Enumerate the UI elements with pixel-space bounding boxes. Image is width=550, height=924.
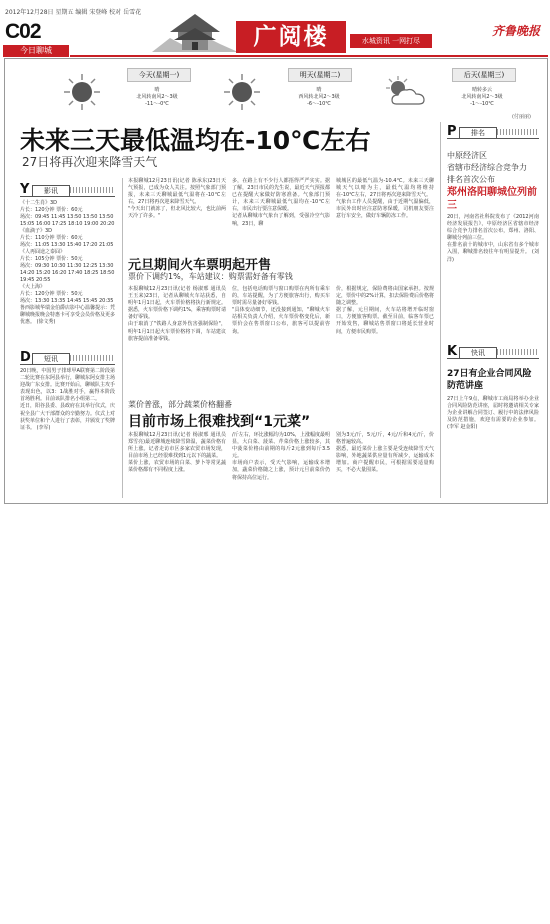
- column-divider: [440, 122, 441, 498]
- column-subtitle: 水城资讯 一网打尽: [350, 34, 432, 48]
- sun-icon: [222, 72, 262, 112]
- flash-label: 快讯: [459, 347, 497, 359]
- header-pattern: [497, 129, 539, 135]
- weather-day-1: [112, 87, 202, 108]
- train-article-col-1: 本报聊城12月23日讯(记者 杨淑邢 通讯员 王玉来)23日，记者从聊城火车站获悉，自明年1月1日起，火车票价格将执行新规定。据悉，火车票价格下调约1%，乘客购票时请备好零钱。 由于取消了"铁路人身意外伤害强制保险"，明年1月1日起火车票价格将下调，车站建议旅客提前准备零钱。: [128, 286, 226, 342]
- ranking-title: 郑州洛阳聊城位列前三: [447, 187, 537, 211]
- issue-date-line: 2012年12月28日 星期五 编辑 宋登峰 校对 岳雪花: [5, 9, 142, 16]
- pagoda-illustration: [150, 8, 240, 54]
- weather-day-1-label: 今天(星期一): [127, 68, 191, 82]
- vegetable-article-col-2: /斤左右，环比涨幅均为10%，上涨幅度最明显，大白菜、菠菜、芹菜价格上涨较多，其中菠菜价格由前期的每斤2元涨到每斤3.5元。 市场商户表示，受天气影响，运输成本增加，蔬菜价格随之上涨，预计元旦前菜价仍将保持高位运行。: [232, 432, 330, 481]
- weather-day-2-label: 明天(星期二): [288, 68, 352, 82]
- ranking-deck-3: 排名首次公布: [447, 175, 495, 184]
- weather-condition: 晴转多云: [471, 87, 492, 93]
- train-article-col-3: 价，根据规定，保险费将由国家承担。按规定，票价中的2%计算，扣去保险费后价格将随之调整。 据了解，元旦期间，火车站将增开临时窗口，方便旅客购票。截至目前，临客车票已开始发售，聊城站售票窗口将延长营业时间，方便市民购票。: [336, 286, 434, 335]
- header-pattern: [70, 187, 115, 193]
- film-box-header: [20, 183, 115, 197]
- flash-letter: K: [447, 344, 458, 359]
- vegetable-article-col-3: 别为3元/斤，5元/斤，4元/斤和4元/斤，价格普遍较高。 据悉，最近菜价上涨主要是受连续降雪天气影响，外地蔬菜供应量有所减少，运输成本增加。商户提醒市民，可根据需要适量购买，不必大量囤菜。: [336, 432, 434, 474]
- weather-wind: 北风转南风2～3级: [136, 94, 178, 100]
- weather-condition: 晴: [316, 87, 322, 93]
- flash-article-text: 27日上午9点，聊城市工商局将举办企业合同风险防范讲座，届时将邀请相关专家为企业讲解合同签订、履行中的法律风险及防范措施，欢迎有需要的企业参加。 (李军 赵金阳): [447, 396, 541, 431]
- weather-temp: -11～-0℃: [145, 101, 169, 107]
- vegetable-article-title: 目前市场上很难找到“1元菜”: [128, 414, 311, 430]
- weather-day-2: [274, 87, 364, 108]
- news-letter: D: [20, 350, 31, 365]
- sun-icon: [62, 72, 102, 112]
- weather-day-3-label: 后天(星期三): [452, 68, 516, 82]
- ranking-label: 排名: [459, 127, 497, 139]
- section-tag: 今日聊城: [3, 45, 69, 57]
- news-label: 短讯: [32, 353, 70, 365]
- film-label: 影讯: [32, 185, 70, 197]
- train-article-col-2: 位，包括电话购票与窗口购票在内所有乘车的，车站提醒，为了方便旅客出行，购买车票时需尽量备好零钱。 "具体变动细节，还没接到通知，"聊城火车站相关负责人介绍，火车票价格变化后，新票价会在售票窗口公布，旅客可以提前咨询。: [232, 286, 330, 335]
- weather-article-col-1: 本报聊城12月23日讯(记者 陈承东)23日天气预报，已成为众人关注。按照气象部门预报，未来三天聊城最低气温将在-10℃左右，27日将再次迎来降雪天气。 "今天出门就冻了，但北风比较大，也比前两天冷了许多。": [128, 178, 226, 220]
- ranking-deck-2: 省辖市经济综合竞争力: [447, 163, 527, 172]
- train-article-title: 元旦期间火车票明起开售: [128, 258, 272, 273]
- page-headline: 未来三天最低温均在-10℃左右: [20, 126, 371, 155]
- weather-temp: -1～-10℃: [470, 101, 494, 107]
- weather-article-col-3: 城城区的最低气温为-10.4℃。未来三天聊城天气以晴为主，最低气温均将维持在-10℃左右，27日将再次迎来降雪天气。 气象台工作人员提醒，由于近期气温偏低，市民外出时应注意防寒保暖，司机朋友要注意行车安全，做好车辆防冻工作。: [336, 178, 434, 220]
- newspaper-brand: 齐鲁晚报: [492, 24, 541, 38]
- train-article-subtitle: 票价下调约1%，车站建议：购票需好备有零钱: [128, 272, 293, 281]
- sun-cloud-icon: [382, 74, 428, 110]
- ranking-box-header: [447, 125, 539, 139]
- vegetable-article-col-1: 本报聊城12月23日讯(记者 杨淑邢 通讯员 郑雪亮)最近聊城连续降雪降温，蔬菜价格有所上涨。记者走访市区多家农贸市场发现，目前市场上已经很难找到1元以下的蔬菜。 菜价上涨，农贸市场的白菜、萝卜等常见蔬菜价格都有不同程度上涨。: [128, 432, 226, 474]
- film-letter: Y: [20, 182, 30, 197]
- page-subheadline: 27日将再次迎来降雪天气: [22, 155, 158, 169]
- film-listings: 《十二生肖》3D 片长：120分钟 票价：60元 场次：09:45 11:45 13:50 13:50 13:50 15:05 16:00 17:25 18:10 19:00 20:20 《血滴子》3D 片长：110分钟 票价：60元 场次：11:05 13:30 15:40 17:20 21:05 《人再囧途之泰囧》 片长：105分钟 票价：50元 场次：09:30 10:30 11:30 12:25 13:30 14:20 15:20 16:20 17:40 18:25 18:50 19:45 20:55 《大上海》 片长：120分钟 票价：50元 场次：13:30 13:35 14:45 15:45 20:35 鲁西影城华瑞金伯爵店影中心温馨提示：凭聊城晚报晚会特惠卡可享受会员价格及更多优惠。 (徐文秀): [20, 200, 116, 325]
- weather-temp: -6～-10℃: [307, 101, 331, 107]
- news-brief-text: 20日晚，中国男子排球甲A联赛第二阶段第二轮比赛在东阿县举行，聊城东阿女排主场迎战广东女排。比赛开始后，聊城队主攻手表现出色，以3：1战胜对手，赢得本阶段首场胜利。目前该队排名小组第二。 近日，阳谷县委、县政府在其举行仪式，庆祝全县广大干部群众的辛勤努力。仪式上对获奖单位和个人进行了表彰，并颁发了奖牌证书。 (李军): [20, 368, 116, 431]
- masthead: [0, 0, 550, 58]
- header-pattern: [70, 355, 115, 361]
- weather-wind: 西风转北风2～3级: [298, 94, 340, 100]
- flash-box-header: [447, 345, 539, 359]
- ranking-article-text: 20日，河南省社科院发布了《2012河南经济发展报告》，中原经济区省辖市经济综合竞争力排名首次公布，郑州、洛阳、聊城分列前三位。 在排名前十的城市中，山东省有多个城市入围，聊城排名较往年有明显提升。 (刘洋): [447, 214, 539, 263]
- column-name: 广阅楼: [236, 21, 346, 53]
- header-pattern: [497, 349, 539, 355]
- weather-day-3: [437, 87, 527, 108]
- ranking-deck-1: 中原经济区: [447, 151, 487, 160]
- news-box-header: [20, 351, 115, 365]
- flash-title: 27日有企业合同风险防范讲座: [447, 369, 532, 391]
- ranking-letter: P: [447, 124, 457, 139]
- weather-wind: 北风转南风2～3级: [461, 94, 503, 100]
- column-divider: [122, 178, 123, 498]
- weather-byline: (付丽丽): [512, 114, 531, 120]
- section-code: C02: [5, 20, 41, 43]
- vegetable-article-kicker: 菜价普涨，部分蔬菜价格翻番: [128, 400, 232, 409]
- weather-condition: 晴: [154, 87, 160, 93]
- masthead-rule: [70, 55, 548, 57]
- weather-article-col-2: 多，在路上有不少行人都捂得严严实实。据了解，23日市民的先生说，最近天气预报都已在提醒大家做好防寒准备。气象部门预计，未来三天聊城最低气温均在-10℃左右，市民出行要注意保暖。 记者从聊城市气象台了解到，受强冷空气影响，23日，聊: [232, 178, 330, 227]
